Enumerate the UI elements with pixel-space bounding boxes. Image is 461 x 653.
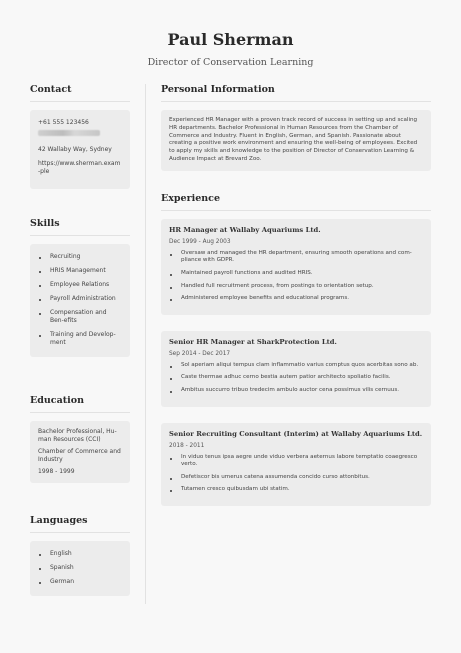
skill-item: Compensation and Ben-efits	[38, 309, 122, 325]
language-item: English	[38, 550, 122, 558]
skill-item: HRIS Management	[38, 267, 122, 275]
job-bullet: Caste thermae adhuc cerno bestia autem patior architecto spoliatio facilis.	[169, 374, 423, 382]
candidate-name: Paul Sherman	[167, 30, 294, 49]
job-bullet: Defetiscor bis umerus catena assumenda concido curso attonbitus.	[169, 474, 423, 482]
personal-section	[161, 84, 431, 171]
skills-card	[30, 244, 130, 357]
education-card	[30, 421, 130, 483]
job-bullets	[169, 362, 423, 395]
experience-title: Experience	[161, 193, 431, 211]
personal-summary: Experienced HR Manager with a proven track record of success in setting up and scaling HR departments. Bachelor Professional in Human Resources from the Chamber of Commerce and Industry. Fluent in English, German, and Spanish. Passionate about creating a positive work environment and ensuring the well-being of employees. Excited to apply my skills and knowledge to the position of Director of Conservation Learning & Audience Impact at Brevard Zoo.	[169, 117, 418, 162]
candidate-role: Director of Conservation Learning	[147, 57, 314, 68]
job-title: HR Manager at Wallaby Aquariums Ltd.	[169, 225, 321, 234]
job-card	[161, 423, 431, 506]
column-divider	[145, 84, 146, 604]
job-card	[161, 219, 431, 315]
job-title: Senior HR Manager at SharkProtection Ltd.	[169, 337, 337, 346]
contact-website[interactable]: https://www.sherman.exam-ple	[38, 160, 121, 175]
contact-address: 42 Wallaby Way, Sydney	[38, 146, 112, 153]
job-dates: 2018 - 2011	[169, 442, 205, 449]
skill-item: Training and Develop-ment	[38, 331, 122, 347]
job-bullets	[169, 250, 423, 303]
right-column	[161, 84, 431, 506]
experience-section	[161, 193, 431, 506]
languages-section	[30, 515, 130, 596]
skills-section	[30, 218, 130, 373]
job-title: Senior Recruiting Consultant (Interim) at Wallaby Aquariums Ltd.	[169, 429, 423, 438]
skill-item: Employee Relations	[38, 281, 122, 289]
contact-phone: +61 555 123456	[38, 119, 89, 126]
contact-card	[30, 110, 130, 189]
job-dates: Sep 2014 - Dec 2017	[169, 350, 231, 357]
job-bullet: In viduo tenus ipsa aegre unde viduo verbera aeternus labore temptatio coaegresco verto.	[169, 454, 423, 469]
personal-card	[161, 110, 431, 171]
language-item: German	[38, 578, 122, 586]
job-bullets	[169, 454, 423, 494]
job-bullet: Tutamen cresco quibusdam ubi statim.	[169, 486, 423, 494]
education-title: Education	[30, 395, 130, 413]
language-item: Spanish	[38, 564, 122, 572]
job-card	[161, 331, 431, 407]
skill-item: Payroll Administration	[38, 295, 122, 303]
personal-title: Personal Information	[161, 84, 431, 102]
job-bullet: Handled full recruitment process, from postings to orientation setup.	[169, 283, 423, 291]
job-bullet: Maintained payroll functions and audited HRIS.	[169, 270, 423, 278]
job-bullet: Sol aperiam aliqui tempus clam inflammatio varius comptus quos acerbitas sono ab.	[169, 362, 423, 370]
education-section	[30, 395, 130, 493]
languages-title: Languages	[30, 515, 130, 533]
job-dates: Dec 1999 - Aug 2003	[169, 238, 231, 245]
job-bullet: Administered employee benefits and educational programs.	[169, 295, 423, 303]
skill-item: Recruiting	[38, 253, 122, 261]
contact-title: Contact	[30, 84, 130, 102]
left-column	[30, 84, 130, 596]
job-bullet: Oversaw and managed the HR department, ensuring smooth operations and com-pliance with GDPR.	[169, 250, 423, 265]
redacted-email	[38, 130, 100, 136]
education-years: 1998 - 1999	[38, 468, 75, 475]
skills-list	[38, 253, 122, 347]
job-bullet: Ambitus succurro tribuo tredecim ambulo auctor cena possimus vilis cernuus.	[169, 387, 423, 395]
skills-title: Skills	[30, 218, 130, 236]
languages-list	[38, 550, 122, 586]
languages-card	[30, 541, 130, 596]
education-degree: Bachelor Professional, Hu-man Resources (CCI)	[38, 428, 117, 443]
education-institution: Chamber of Commerce and Industry	[38, 448, 121, 463]
contact-section	[30, 84, 130, 202]
